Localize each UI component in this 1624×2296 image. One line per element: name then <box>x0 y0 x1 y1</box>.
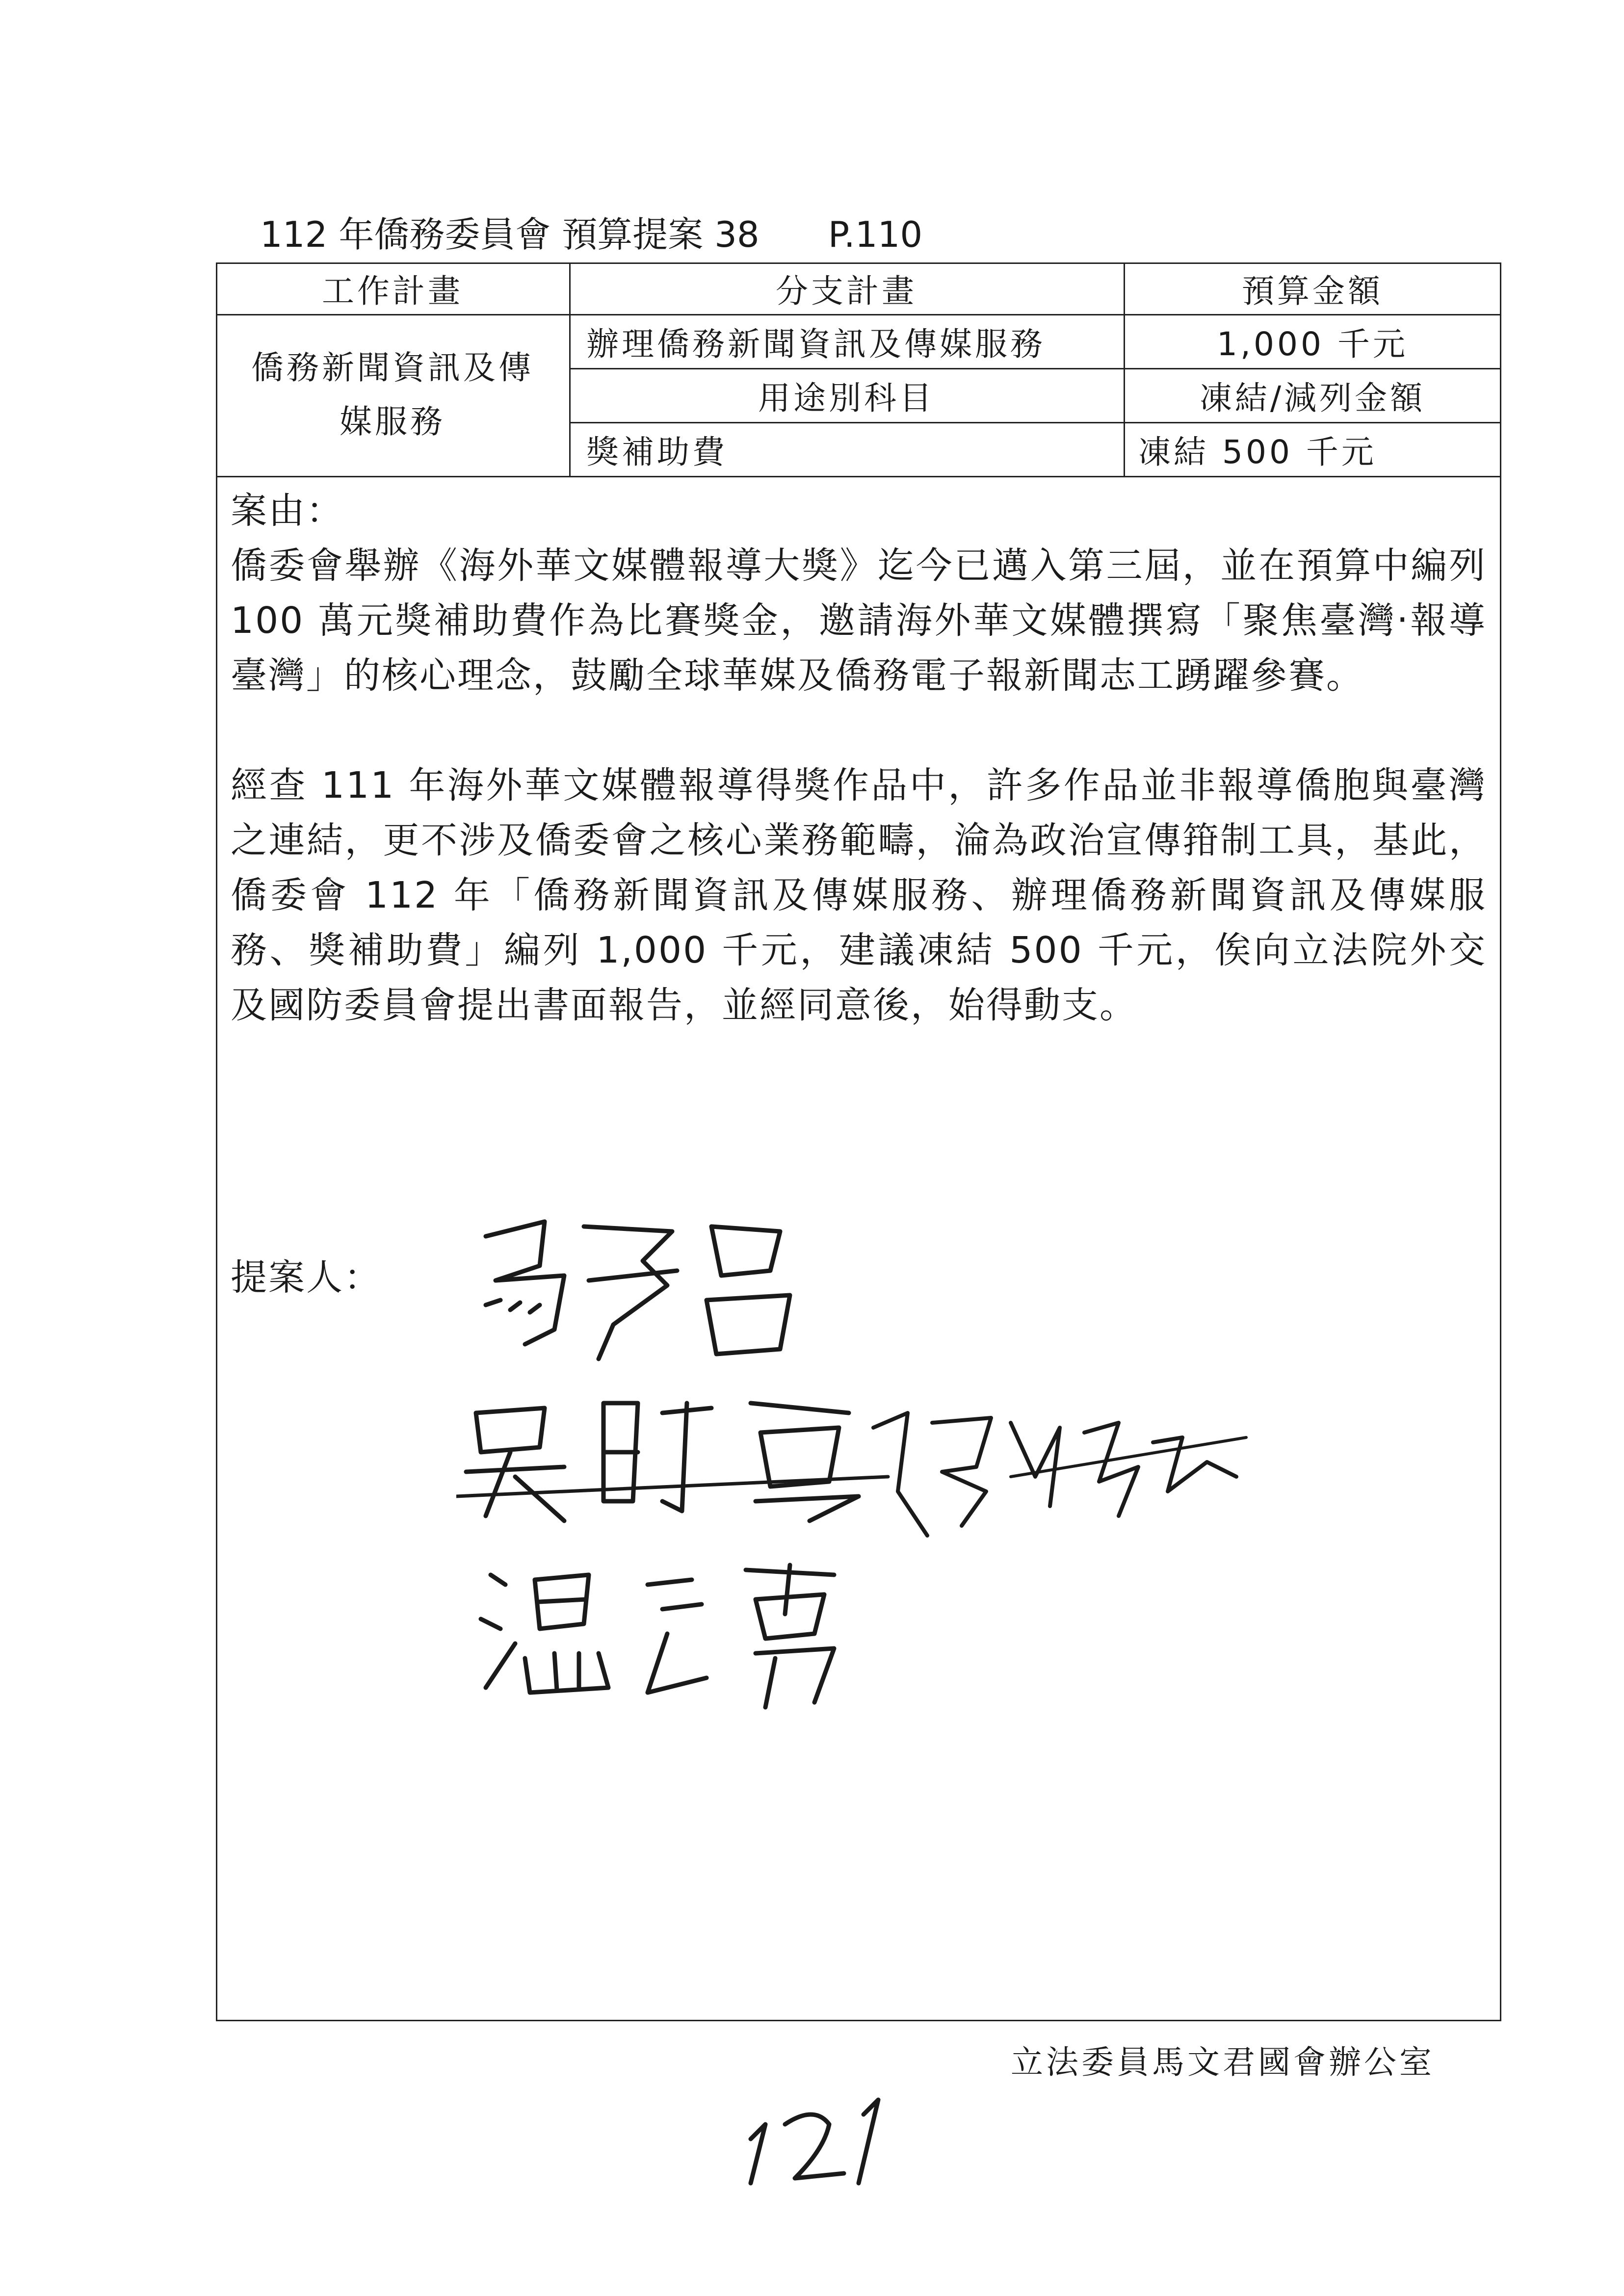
page-reference: P.110 <box>828 214 923 255</box>
signature-ma-wen-chun <box>466 1207 810 1374</box>
subheader-freeze-amount: 凍結/減列金額 <box>1199 379 1426 417</box>
signature-liao-wan-ju <box>864 1393 1256 1550</box>
work-plan-value <box>216 314 569 476</box>
reason-paragraph-1: 僑委會舉辦《海外華文媒體報導大獎》迄今已邁入第三屆，並在預算中編列 100 萬元獎補助費作為比賽獎金，邀請海外華文媒體撰寫「聚焦臺灣‧報導臺灣」的核心理念，鼓勵全球華媒及僑務電子報新聞志工踴躍參賽。 <box>231 545 1487 697</box>
document-title-line <box>260 206 922 257</box>
signature-wu-si-huai <box>456 1383 908 1531</box>
subheader-category: 用途別科目 <box>758 379 935 417</box>
branch-plan-value: 辦理僑務新聞資訊及傳媒服務 <box>586 325 1046 363</box>
budget-amount-value: 1,000 千元 <box>1217 325 1408 363</box>
reason-section <box>231 483 1487 1033</box>
header-branch-plan: 分支計畫 <box>776 272 917 310</box>
work-plan-line-2: 媒服務 <box>340 403 445 441</box>
reason-label: 案由： <box>231 490 344 532</box>
reason-paragraph-2: 經查 111 年海外華文媒體報導得獎作品中，許多作品並非報導僑胞與臺灣之連結，更不涉及僑委會之核心業務範疇，淪為政治宣傳箝制工具，基此，僑委會 112 年「僑務新聞資訊及傳媒服務、辦理僑務新聞資訊及傳媒服務、獎補助費」編列 1,000 千元，建議凍結 500 千元，俟向立法院外交及國防委員會提出書面報告，並經同意後，始得動支。 <box>231 764 1487 1026</box>
header-budget-amount: 預算金額 <box>1242 272 1383 310</box>
proposer-label: 提案人： <box>231 1256 382 1299</box>
freeze-amount-value: 凍結 500 千元 <box>1138 433 1377 471</box>
category-value: 獎補助費 <box>586 433 728 471</box>
office-name: 立法委員馬文君國會辦公室 <box>1011 2043 1435 2081</box>
signature-wen-yu-hsia <box>471 1545 873 1712</box>
table-divider <box>216 476 1501 477</box>
handwritten-page-number <box>731 2095 893 2188</box>
header-work-plan: 工作計畫 <box>322 272 463 310</box>
document-title: 112 年僑務委員會 預算提案 38 <box>260 214 760 255</box>
work-plan-line-1: 僑務新聞資訊及傳 <box>251 349 534 387</box>
